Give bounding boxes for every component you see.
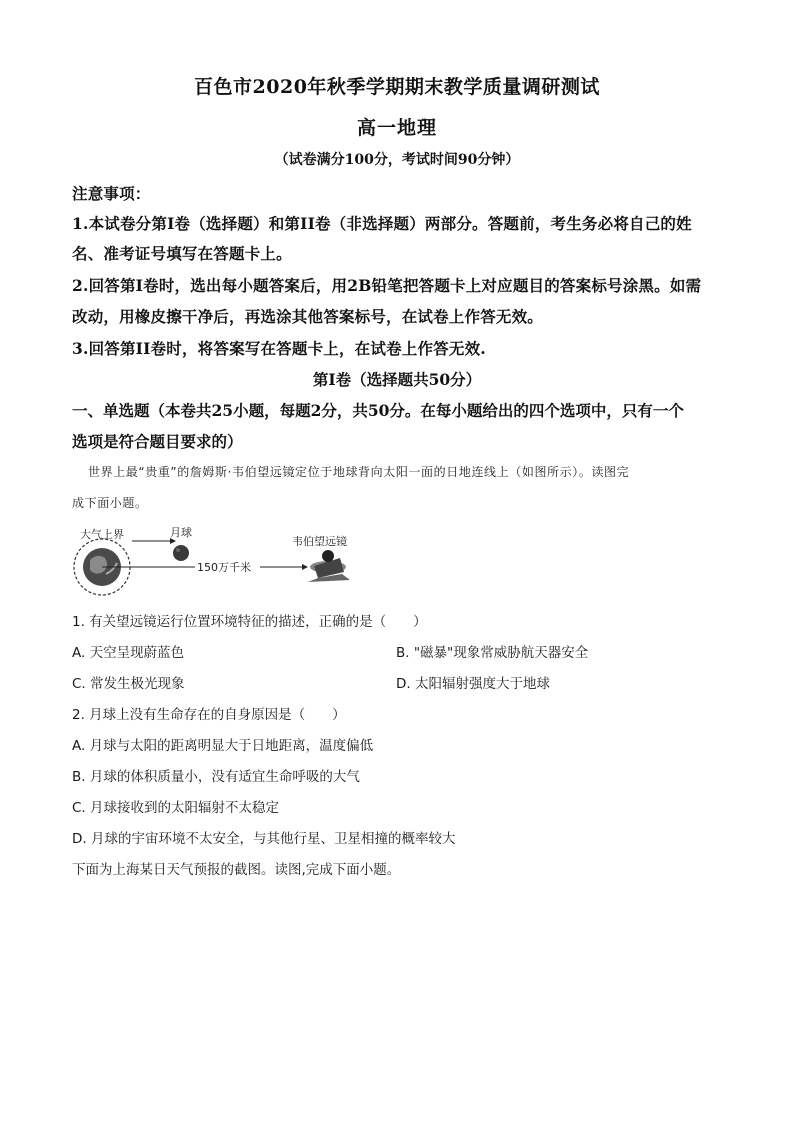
notice-heading: 注意事项： — [72, 184, 151, 203]
part1-heading: 第I卷（选择题共50分） — [312, 370, 482, 389]
question-2-option-d: D. 月球的宇宙环境不太安全，与其他行星、卫星相撞的概率较大 — [72, 831, 456, 847]
notice-item-2b: 改动，用橡皮擦干净后，再选涂其他答案标号，在试卷上作答无效。 — [72, 307, 544, 326]
notice-item-1b: 名、准考证号填写在答题卡上。 — [72, 244, 292, 263]
question-1-option-d: D. 太阳辐射强度大于地球 — [396, 676, 550, 692]
notice-item-3: 3.回答第II卷时，将答案写在答题卡上，在试卷上作答无效. — [72, 339, 486, 358]
label-atmosphere: 大气上界 — [80, 528, 124, 541]
question-2-stem: 2. 月球上没有生命存在的自身原因是（ ） — [72, 707, 346, 723]
earth-moon-telescope-figure — [70, 520, 380, 600]
group1-intro-line2: 成下面小题。 — [72, 496, 148, 510]
question-1-stem: 1. 有关望远镜运行位置环境特征的描述，正确的是（ ） — [72, 614, 427, 630]
question-2-option-b: B. 月球的体积质量小，没有适宜生命呼吸的大气 — [72, 769, 360, 785]
group2-intro: 下面为上海某日天气预报的截图。读图,完成下面小题。 — [72, 862, 401, 878]
question-1-option-a: A. 天空呈现蔚蓝色 — [72, 645, 185, 661]
question-2-option-c: C. 月球接收到的太阳辐射不太稳定 — [72, 800, 280, 816]
notice-item-1a: 1.本试卷分第I卷（选择题）和第II卷（非选择题）两部分。答题前，考生务必将自己的姓 — [72, 214, 692, 233]
exam-title: 百色市2020年秋季学期期末教学质量调研测试 — [194, 76, 600, 98]
moon-icon — [173, 545, 189, 561]
section-instructions-line1: 一、单选题（本卷共25小题，每题2分，共50分。在每小题给出的四个选项中，只有一个 — [72, 401, 684, 420]
question-2-option-a: A. 月球与太阳的距离明显大于日地距离，温度偏低 — [72, 738, 374, 754]
group1-intro-line1: 世界上最“贵重”的詹姆斯·韦伯望远镜定位于地球背向太阳一面的日地连线上（如图所示）。读图完 — [88, 465, 630, 479]
question-1-option-b: B. "磁暴"现象常威胁航天器安全 — [396, 645, 589, 661]
exam-meta: （试卷满分100分，考试时间90分钟） — [274, 152, 520, 168]
label-moon: 月球 — [170, 526, 192, 539]
notice-item-2a: 2.回答第I卷时，选出每小题答案后，用2B铅笔把答题卡上对应题目的答案标号涂黑。如需 — [72, 276, 702, 295]
label-distance: 150万千米 — [197, 561, 251, 574]
label-telescope: 韦伯望远镜 — [292, 535, 347, 548]
telescope-icon — [308, 550, 350, 582]
section-instructions-line2: 选项是符合题目要求的） — [72, 432, 243, 451]
question-1-option-c: C. 常发生极光现象 — [72, 676, 185, 692]
subject-title: 高一地理 — [356, 117, 437, 139]
